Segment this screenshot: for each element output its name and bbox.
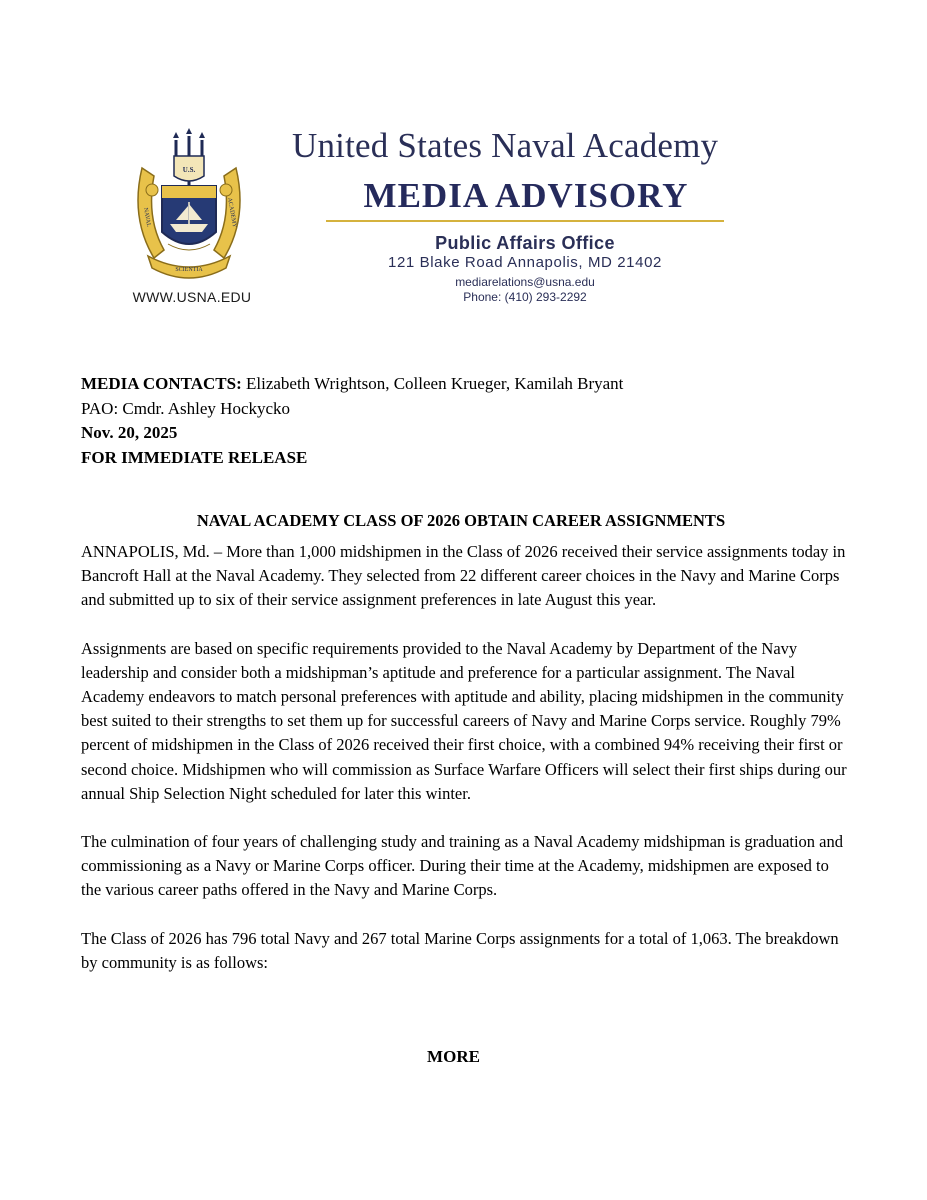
svg-text:SCIENTIA: SCIENTIA (175, 267, 203, 273)
website-url[interactable]: WWW.USNA.EDU (132, 289, 252, 305)
release-date: Nov. 20, 2025 (81, 423, 178, 442)
media-contacts-line (81, 372, 861, 397)
contact-email[interactable]: mediarelations@usna.edu (455, 275, 595, 289)
media-contacts-names: Elizabeth Wrightson, Colleen Krueger, Kamilah Bryant (241, 374, 624, 393)
more-indicator: MORE (427, 1047, 480, 1066)
media-contacts-label: MEDIA CONTACTS: (81, 374, 242, 393)
naval-academy-crest-icon (124, 128, 254, 288)
svg-text:ACADEMY: ACADEMY (226, 197, 238, 229)
paragraph-3: The culmination of four years of challenging study and training as a Naval Academy midshipman is graduation and commissioning as a Navy or Marine Corps officer. During their time at the Academy, midshipmen are exposed to the various career paths offered in the Navy and Marine Corps. (81, 832, 844, 900)
article-body (81, 540, 853, 999)
contact-phone: Phone: (410) 293-2292 (463, 290, 587, 304)
pao-line: PAO: Cmdr. Ashley Hockycko (81, 398, 291, 418)
svg-text:U.S.: U.S. (182, 166, 196, 174)
svg-text:NAVAL: NAVAL (142, 207, 152, 228)
office-address: 121 Blake Road Annapolis, MD 21402 (388, 254, 662, 271)
article-headline: NAVAL ACADEMY CLASS OF 2026 OBTAIN CAREER ASSIGNMENTS (196, 511, 726, 530)
organization-title: United States Naval Academy (292, 126, 719, 165)
contacts-block (81, 372, 861, 470)
gold-divider (326, 220, 724, 222)
office-name: Public Affairs Office (435, 233, 615, 253)
media-advisory-heading: MEDIA ADVISORY (363, 176, 689, 215)
release-status: FOR IMMEDIATE RELEASE (81, 447, 308, 467)
paragraph-4: The Class of 2026 has 796 total Navy and 267 total Marine Corps assignments for a total of 1,063. The breakdown by community is as follows: (81, 928, 839, 972)
paragraph-2: Assignments are based on specific requirements provided to the Naval Academy by Department of the Navy leadership and consider both a midshipman’s aptitude and preference for a particular assignment. The Naval Academy endeavors to match personal preferences with aptitude and ability, placing midshipmen in the community best suited to their strengths to set them up for successful careers of Navy and Marine Corps service. Roughly 79% percent of midshipmen in the Class of 2026 received their first choice, with a combined 94% receiving their first or second choice. Midshipmen who will commission as Surface Warfare Officers will select their first ships during our annual Ship Selection Night scheduled for later this winter. (81, 638, 847, 803)
paragraph-1: ANNAPOLIS, Md. – More than 1,000 midshipmen in the Class of 2026 received their service assignments today in Bancroft Hall at the Naval Academy. They selected from 22 different career choices in the Navy and Marine Corps and submitted up to six of their service assignment preferences in late August this year. (81, 542, 846, 610)
